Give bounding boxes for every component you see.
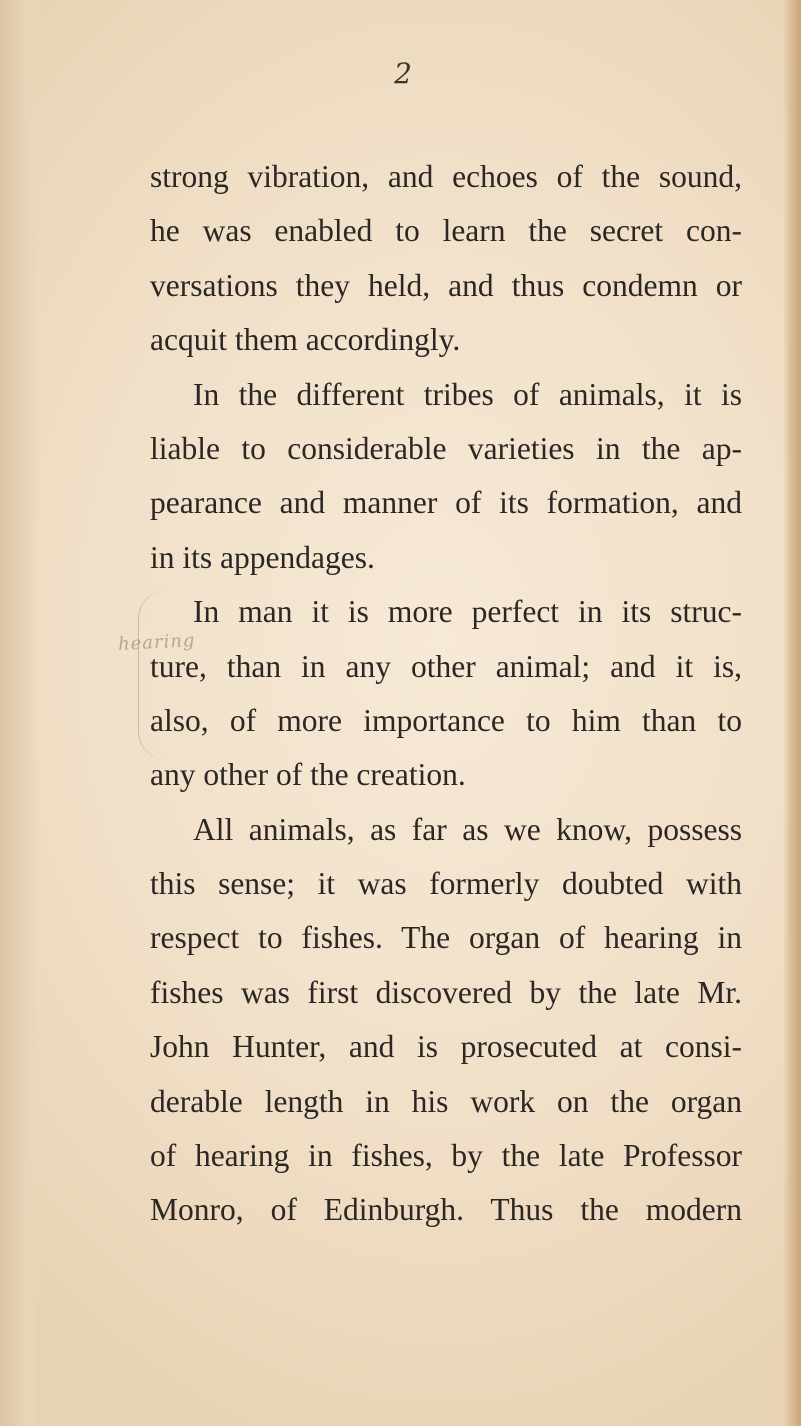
text-line: fishes was first discovered by the late Mr. [150,974,742,1010]
paragraph-start-line: All animals, as far as we know, possess [193,811,742,847]
page-edge [783,0,801,1426]
page-gutter [0,0,40,1426]
text-line: liable to considerable varieties in the ap- [150,430,742,466]
text-line: in its appendages. [150,539,375,575]
page-number: 2 [394,57,412,90]
text-line: Monro, of Edinburgh. Thus the modern [150,1192,742,1228]
paragraph-start-line: In the different tribes of animals, it is [193,376,742,412]
text-line: he was enabled to learn the secret con- [150,213,742,249]
text-line: versations they held, and thus condemn or [150,267,742,303]
text-line: derable length in his work on the organ [150,1083,742,1119]
text-line: any other of the creation. [150,757,466,793]
paragraph-start-line: In man it is more perfect in its struc- [193,594,742,630]
text-line: acquit them accordingly. [150,322,461,358]
text-line: John Hunter, and is prosecuted at consi- [150,1029,742,1065]
text-line: ture, than in any other animal; and it is, [150,648,742,684]
text-line: also, of more importance to him than to [150,702,742,738]
text-line: this sense; it was formerly doubted with [150,866,742,902]
text-line: respect to fishes. The organ of hearing in [150,920,742,956]
body-text [150,150,742,1238]
text-line: strong vibration, and echoes of the sound, [150,159,742,194]
text-line: of hearing in fishes, by the late Professor [150,1138,742,1174]
margin-annotation: hearing [117,629,196,656]
text-line: pearance and manner of its formation, and [150,485,742,521]
